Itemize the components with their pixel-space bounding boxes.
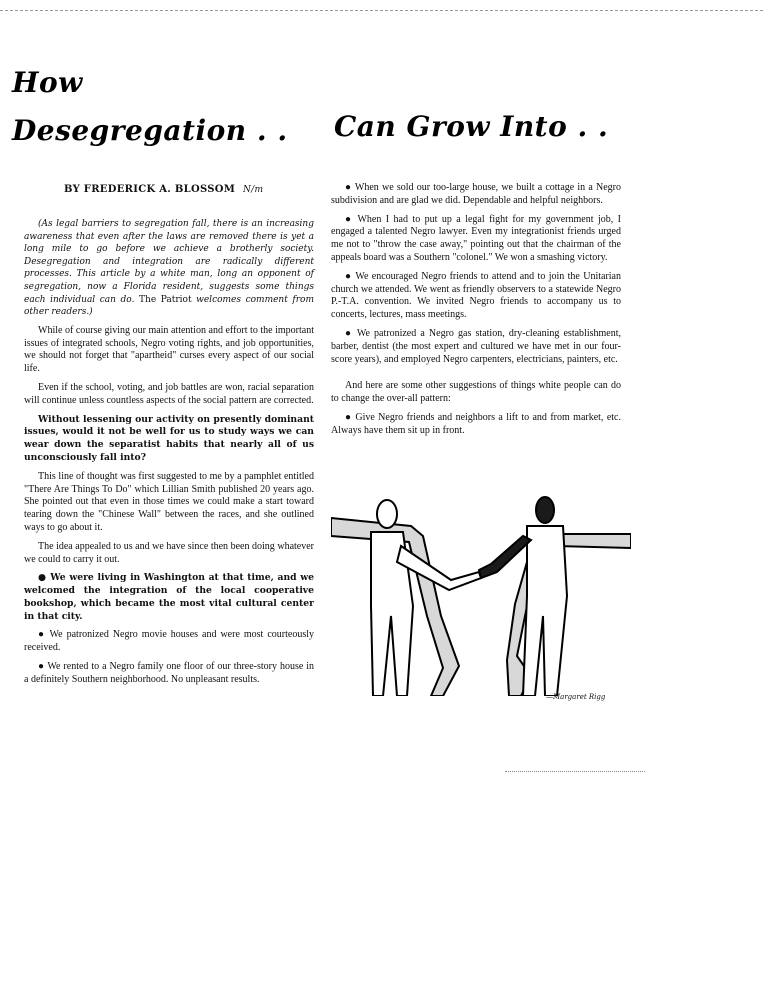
paragraph: ● We were living in Washington at that time, and we welcomed the integration of the local cooperative bookshop, which became the most vital cultural center in that city.: [24, 572, 314, 623]
scan-bottom-line: [505, 771, 645, 772]
paragraph: Without lessening our activity on presently dominant issues, would it not be well for us to study ways we can wear down the separatist habits that nearly all of us unconsciously fall into?: [24, 413, 314, 463]
headline-line-2: Desegregation . .: [12, 114, 288, 147]
byline: [64, 184, 263, 195]
paragraph: Even if the school, voting, and job battles are won, racial separation will continue unless countless aspects of the social pattern are corrected.: [24, 381, 314, 406]
scan-top-line: [0, 10, 763, 11]
headline-line-3: Can Grow Into . .: [334, 110, 609, 143]
paragraph: ● Give Negro friends and neighbors a lift to and from market, etc. Always have them sit up in front.: [331, 412, 621, 438]
paragraph: This line of thought was first suggested to me by a pamphlet entitled "There Are Things To Do" which Lillian Smith published 20 years ago. She pointed out that even in those times we could make a start toward tearing down the "Chinese Wall" between the races, and she outlined ways to go about it.: [24, 470, 314, 533]
paragraph: And here are some other suggestions of things white people can do to change the over-all pattern:: [331, 380, 621, 405]
paragraph: ● We patronized Negro movie houses and were most courteously received.: [24, 629, 314, 655]
paragraph: ● When I had to put up a legal fight for my government job, I engaged a talented Negro lawyer. Even my integrationist friends urged me not to "throw the case away," pointing out that the chairman of the appeals board was a Southern "colonel." We won a smashing victory.: [331, 214, 621, 265]
intro-end: welcomes comment from other readers.): [24, 294, 315, 318]
illustration-credit: —Margaret Rigg: [546, 693, 606, 701]
intro-plain: The Patriot: [134, 294, 192, 305]
byline-handwritten-note: N/m: [242, 185, 264, 195]
left-body: [24, 325, 314, 687]
right-column: [331, 182, 621, 444]
paragraph: ● We rented to a Negro family one floor of our three-story house in a definitely Southern neighborhood. No unpleasant results.: [24, 661, 314, 687]
paragraph: ● When we sold our too-large house, we built a cottage in a Negro subdivision and are glad we did. Dependable and helpful neighbors.: [331, 182, 621, 208]
paragraph: While of course giving our main attention and effort to the important issues of integrated schools, Negro voting rights, and job opportunities, we should not forget that "apartheid" curses every aspect of our social life.: [24, 324, 314, 375]
paragraph: ● We patronized a Negro gas station, dry-cleaning establishment, barber, dentist (the most expert and cultured we have met in our four-score years), and employed Negro carpenters, electricians, painters, etc.: [331, 328, 621, 366]
intro-italic: (As legal barriers to segregation fall, there is an increasing awareness that even after the laws are removed there is yet a long mile to go before we achieve a brotherly society. Desegregation and integration are radically different processes. This article by a white man, long an opponent of segregation, now a Florida resident, suggests some things each individual can do.: [24, 219, 314, 305]
intro-paragraph: [24, 218, 314, 319]
byline-author: BY FREDERICK A. BLOSSOM: [64, 184, 236, 195]
right-body: [331, 182, 621, 438]
handshake-illustration: [331, 496, 631, 696]
paragraph: The idea appealed to us and we have since then been doing whatever we could to carry it out.: [24, 540, 314, 565]
paragraph: ● We encouraged Negro friends to attend and to join the Unitarian church we attended. We went as friendly observers to a statewide Negro P.-T.A. convention. We invited Negro friends to accompany us to concerts, lectures, mass meetings.: [331, 271, 621, 322]
left-column: [24, 218, 314, 693]
headline-line-1: How: [12, 66, 83, 99]
